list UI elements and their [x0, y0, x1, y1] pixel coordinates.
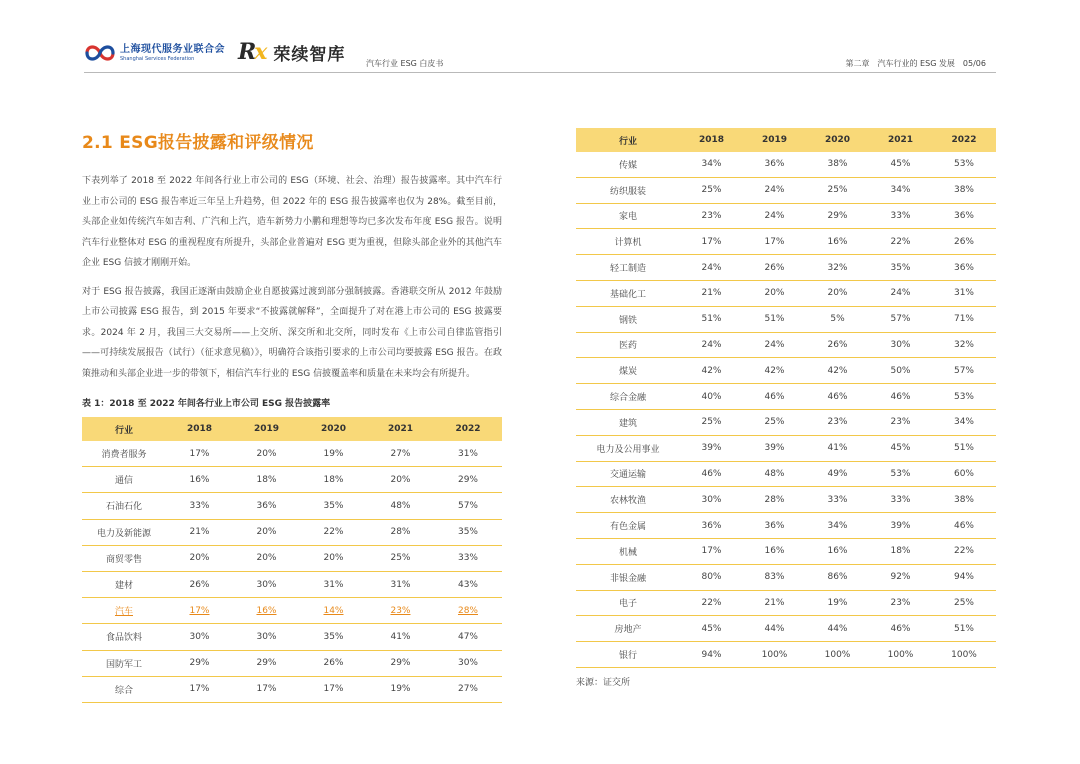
header-divider — [84, 72, 996, 73]
column-header: 2020 — [300, 417, 367, 441]
industry-cell: 有色金属 — [576, 513, 680, 539]
column-header: 2018 — [680, 128, 743, 152]
industry-cell: 钢铁 — [576, 306, 680, 332]
rate-cell: 21% — [166, 519, 233, 545]
table-row — [82, 598, 502, 624]
rate-cell: 46% — [869, 384, 932, 410]
rate-cell: 53% — [869, 461, 932, 487]
table-header-row — [576, 128, 996, 152]
rate-cell: 44% — [806, 616, 869, 642]
rate-cell: 33% — [434, 545, 502, 571]
rate-cell: 21% — [743, 590, 806, 616]
table-row — [576, 513, 996, 539]
rate-cell: 51% — [743, 306, 806, 332]
column-header: 2020 — [806, 128, 869, 152]
rate-cell: 34% — [680, 152, 743, 177]
rate-cell: 5% — [806, 306, 869, 332]
rate-cell: 22% — [680, 590, 743, 616]
table-row — [82, 545, 502, 571]
rate-cell: 23% — [869, 409, 932, 435]
rate-cell: 100% — [869, 642, 932, 668]
industry-cell: 煤炭 — [576, 358, 680, 384]
rate-cell: 33% — [869, 203, 932, 229]
industry-cell: 基础化工 — [576, 280, 680, 306]
industry-cell: 农林牧渔 — [576, 487, 680, 513]
rate-cell: 48% — [367, 493, 434, 519]
rate-cell: 30% — [434, 650, 502, 676]
rate-cell: 22% — [300, 519, 367, 545]
federation-name-en: Shanghai Services Federation — [120, 55, 195, 62]
industry-cell: 医药 — [576, 332, 680, 358]
table-row — [82, 650, 502, 676]
rate-cell: 29% — [367, 650, 434, 676]
rate-cell: 19% — [806, 590, 869, 616]
rate-cell: 51% — [680, 306, 743, 332]
table-row — [82, 493, 502, 519]
rate-cell: 20% — [806, 280, 869, 306]
rate-cell: 17% — [680, 229, 743, 255]
table-row — [82, 467, 502, 493]
industry-cell: 纺织服装 — [576, 177, 680, 203]
rate-cell: 46% — [932, 513, 996, 539]
column-header: 2021 — [869, 128, 932, 152]
federation-name: 上海现代服务业联合会 — [120, 43, 225, 55]
rate-cell: 41% — [367, 624, 434, 650]
rate-cell: 57% — [869, 306, 932, 332]
industry-cell: 通信 — [82, 467, 166, 493]
rate-cell: 71% — [932, 306, 996, 332]
industry-cell: 综合金融 — [576, 384, 680, 410]
industry-cell: 建筑 — [576, 409, 680, 435]
rate-cell: 24% — [743, 177, 806, 203]
rate-cell: 25% — [806, 177, 869, 203]
rate-cell: 31% — [434, 441, 502, 467]
rate-cell: 42% — [680, 358, 743, 384]
table-source-note: 来源：证交所 — [576, 677, 631, 688]
rate-cell: 41% — [806, 435, 869, 461]
rate-cell: 46% — [806, 384, 869, 410]
rate-cell: 30% — [869, 332, 932, 358]
industry-cell: 电力及公用事业 — [576, 435, 680, 461]
rate-cell: 17% — [300, 676, 367, 702]
industry-cell: 计算机 — [576, 229, 680, 255]
rate-cell: 45% — [680, 616, 743, 642]
table-row — [576, 435, 996, 461]
rate-cell: 31% — [932, 280, 996, 306]
rate-cell: 17% — [680, 538, 743, 564]
rate-cell: 25% — [743, 409, 806, 435]
rate-cell: 36% — [743, 152, 806, 177]
right-column — [576, 128, 996, 688]
industry-cell: 家电 — [576, 203, 680, 229]
rate-cell: 86% — [806, 564, 869, 590]
rate-cell: 36% — [932, 203, 996, 229]
rate-cell: 42% — [806, 358, 869, 384]
rate-cell: 20% — [233, 519, 300, 545]
rate-cell: 35% — [300, 624, 367, 650]
column-header: 2022 — [932, 128, 996, 152]
industry-cell: 机械 — [576, 538, 680, 564]
rate-cell: 25% — [680, 177, 743, 203]
rate-cell: 21% — [680, 280, 743, 306]
table-row — [82, 519, 502, 545]
left-column — [82, 128, 502, 703]
rate-cell: 14% — [300, 598, 367, 624]
table-row — [576, 461, 996, 487]
rate-cell: 46% — [869, 616, 932, 642]
rate-cell: 44% — [743, 616, 806, 642]
rate-cell: 29% — [806, 203, 869, 229]
rate-cell: 32% — [806, 255, 869, 281]
rate-cell: 33% — [166, 493, 233, 519]
rate-cell: 45% — [869, 435, 932, 461]
rate-cell: 28% — [367, 519, 434, 545]
rate-cell: 26% — [743, 255, 806, 281]
industry-cell: 轻工制造 — [576, 255, 680, 281]
rate-cell: 39% — [869, 513, 932, 539]
rate-cell: 22% — [869, 229, 932, 255]
rate-cell: 29% — [166, 650, 233, 676]
rate-cell: 16% — [166, 467, 233, 493]
rate-cell: 100% — [806, 642, 869, 668]
table-row — [82, 624, 502, 650]
rate-cell: 16% — [806, 538, 869, 564]
industry-cell: 食品饮料 — [82, 624, 166, 650]
table-row — [576, 203, 996, 229]
rx-logo-text: 荣续智库 — [273, 44, 346, 65]
table-row — [576, 564, 996, 590]
rate-cell: 31% — [367, 571, 434, 597]
rate-cell: 50% — [869, 358, 932, 384]
rate-cell: 60% — [932, 461, 996, 487]
rate-cell: 23% — [367, 598, 434, 624]
industry-cell: 商贸零售 — [82, 545, 166, 571]
table-row — [576, 306, 996, 332]
rate-cell: 18% — [300, 467, 367, 493]
rate-cell: 25% — [932, 590, 996, 616]
rate-cell: 53% — [932, 384, 996, 410]
rate-cell: 47% — [434, 624, 502, 650]
disclosure-rate-table-2 — [576, 128, 996, 668]
rate-cell: 19% — [300, 441, 367, 467]
rate-cell: 36% — [233, 493, 300, 519]
rate-cell: 24% — [743, 332, 806, 358]
rate-cell: 16% — [806, 229, 869, 255]
rate-cell: 34% — [869, 177, 932, 203]
rate-cell: 23% — [869, 590, 932, 616]
rate-cell: 57% — [434, 493, 502, 519]
rate-cell: 38% — [806, 152, 869, 177]
rate-cell: 80% — [680, 564, 743, 590]
section-title: 2.1 ESG报告披露和评级情况 — [82, 133, 314, 153]
rate-cell: 20% — [233, 441, 300, 467]
rate-cell: 20% — [743, 280, 806, 306]
rate-cell: 23% — [806, 409, 869, 435]
rate-cell: 51% — [932, 435, 996, 461]
rate-cell: 24% — [680, 255, 743, 281]
column-header: 2021 — [367, 417, 434, 441]
document-title: 汽车行业 ESG 白皮书 — [366, 59, 444, 68]
column-header: 2019 — [233, 417, 300, 441]
rate-cell: 46% — [680, 461, 743, 487]
table-caption: 表 1：2018 至 2022 年间各行业上市公司 ESG 报告披露率 — [82, 399, 331, 409]
table-header-row — [82, 417, 502, 441]
rate-cell: 36% — [743, 513, 806, 539]
industry-cell: 银行 — [576, 642, 680, 668]
rate-cell: 17% — [166, 598, 233, 624]
rate-cell: 24% — [743, 203, 806, 229]
table-row — [576, 255, 996, 281]
rate-cell: 49% — [806, 461, 869, 487]
rate-cell: 38% — [932, 487, 996, 513]
rate-cell: 16% — [233, 598, 300, 624]
industry-cell: 综合 — [82, 676, 166, 702]
table-body — [576, 152, 996, 667]
rate-cell: 51% — [932, 616, 996, 642]
rate-cell: 28% — [743, 487, 806, 513]
rate-cell: 39% — [743, 435, 806, 461]
rate-cell: 94% — [680, 642, 743, 668]
rate-cell: 57% — [932, 358, 996, 384]
industry-cell: 非银金融 — [576, 564, 680, 590]
rate-cell: 43% — [434, 571, 502, 597]
rate-cell: 30% — [233, 624, 300, 650]
column-header: 行业 — [82, 417, 166, 441]
rate-cell: 17% — [166, 441, 233, 467]
rate-cell: 45% — [869, 152, 932, 177]
page-header — [0, 0, 1080, 80]
rate-cell: 32% — [932, 332, 996, 358]
rongxu-think-tank-logo — [238, 39, 345, 65]
rate-cell: 20% — [367, 467, 434, 493]
rate-cell: 83% — [743, 564, 806, 590]
industry-cell: 汽车 — [82, 598, 166, 624]
rate-cell: 22% — [932, 538, 996, 564]
table-row — [576, 358, 996, 384]
table-row — [576, 229, 996, 255]
rate-cell: 17% — [233, 676, 300, 702]
rate-cell: 25% — [367, 545, 434, 571]
rate-cell: 29% — [233, 650, 300, 676]
industry-cell: 消费者服务 — [82, 441, 166, 467]
industry-cell: 石油石化 — [82, 493, 166, 519]
rate-cell: 36% — [680, 513, 743, 539]
rate-cell: 25% — [680, 409, 743, 435]
rx-logo-icon: Rx — [238, 39, 266, 65]
federation-emblem-icon — [84, 40, 116, 66]
rate-cell: 35% — [300, 493, 367, 519]
rate-cell: 27% — [434, 676, 502, 702]
rate-cell: 36% — [932, 255, 996, 281]
industry-cell: 房地产 — [576, 616, 680, 642]
column-header: 2018 — [166, 417, 233, 441]
rate-cell: 35% — [869, 255, 932, 281]
table-row — [576, 409, 996, 435]
table-row — [576, 332, 996, 358]
rate-cell: 33% — [806, 487, 869, 513]
body-paragraph-2: 对于 ESG 报告披露，我国正逐渐由鼓励企业自愿披露过渡到部分强制披露。香港联交所从 2012 年鼓励上市公司披露 ESG 报告，到 2015 年要求“不披露就解释”，全面提升了对在港上市公司的 ESG 披露要求。2024 年 2 月，我国三大交易所——上交所、深交所和北交所，同时发布《上市公司自律监管指引——可持续发展报告（试行）（征求意见稿）》，明确符合该指引要求的上市公司均要披露 ESG 报告。在政策推动和头部企业进一步的带领下，相信汽车行业的 ESG 信披覆盖率和质量在未来均会有所提升。 — [82, 286, 502, 379]
rate-cell: 35% — [434, 519, 502, 545]
rate-cell: 34% — [806, 513, 869, 539]
rate-cell: 100% — [932, 642, 996, 668]
rate-cell: 20% — [300, 545, 367, 571]
rate-cell: 27% — [367, 441, 434, 467]
rate-cell: 24% — [869, 280, 932, 306]
column-header: 2022 — [434, 417, 502, 441]
industry-cell: 电子 — [576, 590, 680, 616]
rate-cell: 23% — [680, 203, 743, 229]
rate-cell: 94% — [932, 564, 996, 590]
rate-cell: 26% — [806, 332, 869, 358]
chapter-page-indicator: 第二章 汽车行业的 ESG 发展 05/06 — [845, 59, 986, 68]
table-row — [82, 676, 502, 702]
rate-cell: 20% — [233, 545, 300, 571]
rate-cell: 39% — [680, 435, 743, 461]
table-row — [576, 487, 996, 513]
industry-cell: 建材 — [82, 571, 166, 597]
rate-cell: 18% — [869, 538, 932, 564]
rate-cell: 19% — [367, 676, 434, 702]
table-row — [82, 571, 502, 597]
rate-cell: 38% — [932, 177, 996, 203]
table-row — [576, 642, 996, 668]
rate-cell: 30% — [233, 571, 300, 597]
table-row — [576, 616, 996, 642]
rate-cell: 18% — [233, 467, 300, 493]
rate-cell: 92% — [869, 564, 932, 590]
rate-cell: 46% — [743, 384, 806, 410]
rate-cell: 40% — [680, 384, 743, 410]
table-body — [82, 441, 502, 702]
table-row — [576, 590, 996, 616]
industry-cell: 电力及新能源 — [82, 519, 166, 545]
rate-cell: 53% — [932, 152, 996, 177]
rate-cell: 33% — [869, 487, 932, 513]
rate-cell: 26% — [166, 571, 233, 597]
rate-cell: 17% — [166, 676, 233, 702]
table-row — [576, 177, 996, 203]
rate-cell: 31% — [300, 571, 367, 597]
table-row — [576, 538, 996, 564]
table-row — [576, 152, 996, 177]
table-row — [82, 441, 502, 467]
column-header: 行业 — [576, 128, 680, 152]
rate-cell: 34% — [932, 409, 996, 435]
rate-cell: 17% — [743, 229, 806, 255]
rate-cell: 16% — [743, 538, 806, 564]
rate-cell: 29% — [434, 467, 502, 493]
rate-cell: 28% — [434, 598, 502, 624]
disclosure-rate-table-1 — [82, 417, 502, 703]
shanghai-services-federation-logo — [84, 40, 225, 66]
rate-cell: 30% — [166, 624, 233, 650]
rate-cell: 26% — [932, 229, 996, 255]
rate-cell: 30% — [680, 487, 743, 513]
rate-cell: 24% — [680, 332, 743, 358]
industry-cell: 国防军工 — [82, 650, 166, 676]
body-paragraph-1: 下表列举了 2018 至 2022 年间各行业上市公司的 ESG（环境、社会、治理）报告披露率。其中汽车行业上市公司的 ESG 报告率近三年呈上升趋势，但 2022 年的 ESG 报告披露率也仅为 28%。截至目前，头部企业如传统汽车如吉利、广汽和上汽，造车新势力小鹏和理想等均已多次发布年度 ESG 报告。说明汽车行业整体对 ESG 的重视程度有所提升，头部企业普遍对 ESG 更为重视，但除头部企业外的其他汽车企业 ESG 信披才刚刚开始。 — [82, 176, 502, 268]
column-header: 2019 — [743, 128, 806, 152]
rate-cell: 100% — [743, 642, 806, 668]
rate-cell: 48% — [743, 461, 806, 487]
rate-cell: 26% — [300, 650, 367, 676]
rate-cell: 42% — [743, 358, 806, 384]
table-row — [576, 280, 996, 306]
table-row — [576, 384, 996, 410]
industry-cell: 交通运输 — [576, 461, 680, 487]
rate-cell: 20% — [166, 545, 233, 571]
industry-cell: 传媒 — [576, 152, 680, 177]
